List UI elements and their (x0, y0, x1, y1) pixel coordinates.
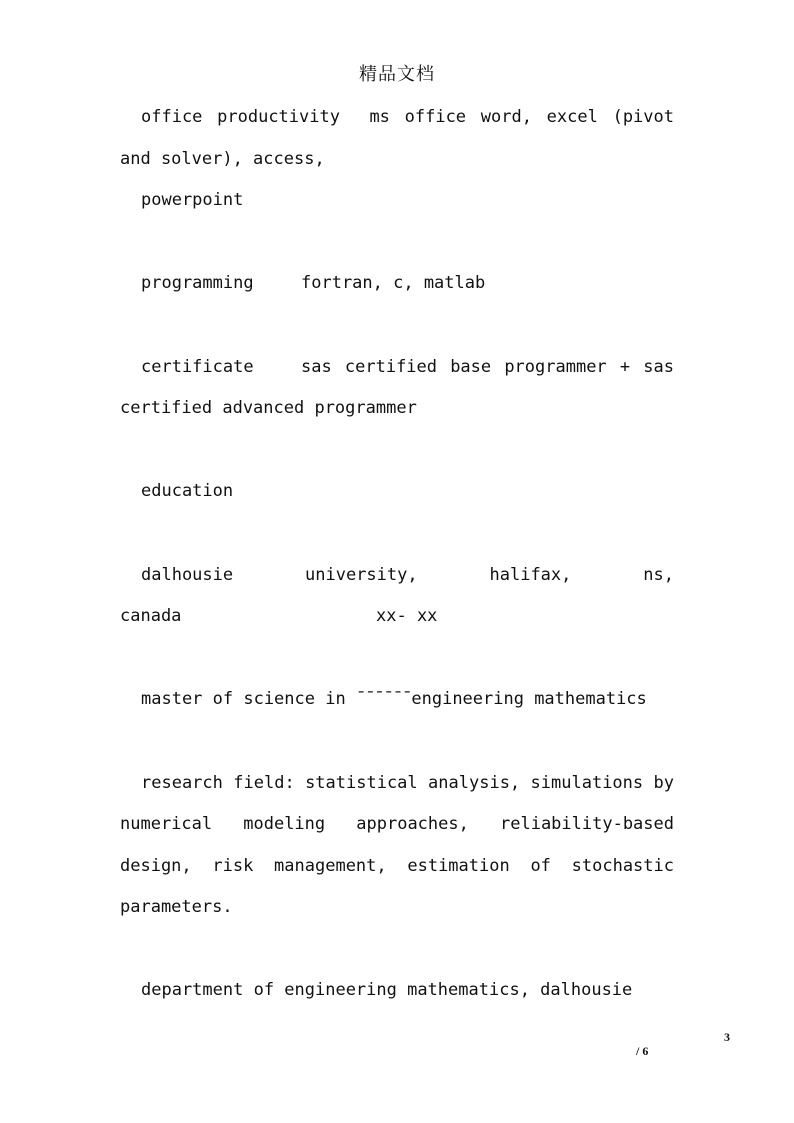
school-province: ns, (643, 564, 674, 585)
school-line (120, 555, 674, 597)
school-line-continued (120, 596, 674, 638)
school-type: university, (305, 564, 418, 585)
school-name: dalhousie (141, 564, 234, 585)
school-country: canada (120, 606, 182, 627)
degree-field: engineering mathematics (411, 689, 647, 710)
programming-label: programming (141, 273, 254, 294)
programming-value: fortran, c, matlab (301, 273, 486, 294)
document-body (120, 97, 674, 1012)
document-header: 精品文档 (359, 64, 435, 85)
school-years: xx- xx (376, 606, 438, 627)
page-number: 3 (724, 1030, 730, 1044)
department-line: department of engineering mathematics, dalhousie (141, 980, 633, 1001)
certificate-label: certificate (141, 356, 254, 377)
education-heading: education (141, 481, 234, 502)
office-value: ms office word, excel (pivot and solver), access, (120, 107, 674, 169)
certificate-line (120, 347, 674, 430)
degree-marks: ¯¯¯¯¯¯ (355, 689, 412, 710)
page-total: / 6 (636, 1044, 649, 1058)
programming-line (120, 263, 674, 305)
certificate-value: sas certified base programmer + sas certified advanced programmer (120, 356, 674, 419)
degree-prefix: master of science in (141, 689, 346, 710)
office-value-continued: powerpoint (141, 190, 244, 211)
degree-line (120, 679, 674, 721)
research-field: research field: statistical analysis, simulations by numerical modeling approaches, reliability-based design, risk management, estimation of stochastic parameters. (120, 772, 674, 918)
office-productivity-line (120, 97, 674, 180)
school-city: halifax, (489, 564, 572, 585)
office-label: office productivity (141, 107, 340, 127)
